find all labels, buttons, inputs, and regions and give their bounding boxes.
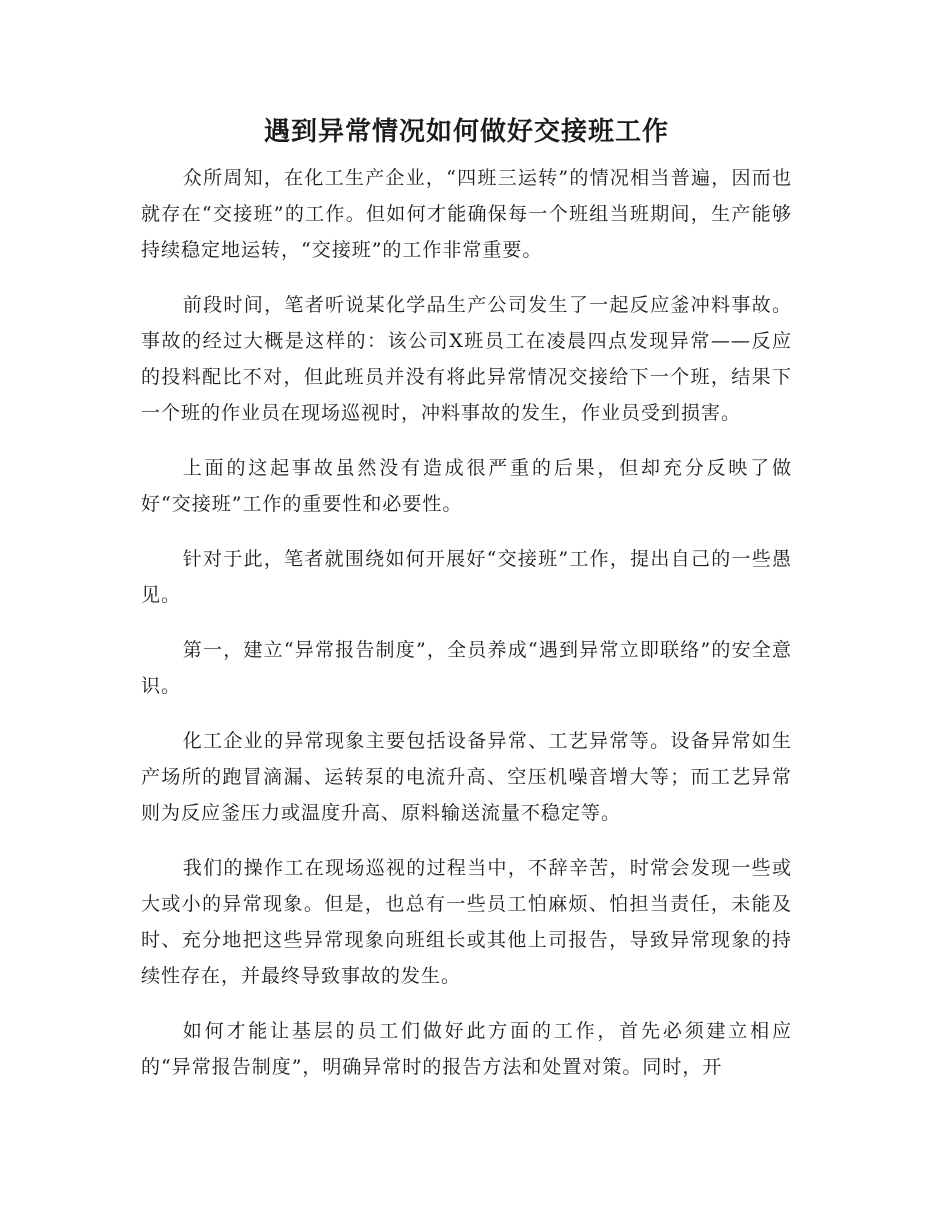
paragraph-abnormal-types: 化工企业的异常现象主要包括设备异常、工艺异常等。设备异常如生产场所的跑冒滴漏、运转泵的电流升高、空压机噪音增大等；而工艺异常则为反应釜压力或温度升高、原料输送流量不稳定等。 — [141, 730, 792, 824]
paragraph-incident: 前段时间，笔者听说某化学品生产公司发生了一起反应釜冲料事故。事故的经过大概是这样的：该公司X班员工在凌晨四点发现异常——反应的投料配比不对，但此班员并没有将此异常情况交接给下一个班，结果下一个班的作业员在现场巡视时，冲料事故的发生，作业员受到损害。 — [141, 294, 792, 424]
paragraph-intro: 众所周知，在化工生产企业，“四班三运转”的情况相当普遍，因而也就存在“交接班”的工作。但如何才能确保每一个班组当班期间，生产能够持续稳定地运转，“交接班”的工作非常重要。 — [141, 167, 792, 261]
paragraph-point-one: 第一，建立“异常报告制度”，全员养成“遇到异常立即联络”的安全意识。 — [141, 639, 792, 697]
paragraph-inspection: 我们的操作工在现场巡视的过程当中，不辞辛苦，时常会发现一些或大或小的异常现象。但是，也总有一些员工怕麻烦、怕担当责任，未能及时、充分地把这些异常现象向班组长或其他上司报告，导致异常现象的持续性存在，并最终导致事故的发生。 — [141, 857, 792, 987]
paragraph-reporting-system: 如何才能让基层的员工们做好此方面的工作，首先必须建立相应的“异常报告制度”，明确异常时的报告方法和处置对策。同时，开 — [141, 1020, 792, 1078]
paragraph-opinion: 针对于此，笔者就围绕如何开展好“交接班”工作，提出自己的一些愚见。 — [141, 548, 792, 606]
paragraph-significance: 上面的这起事故虽然没有造成很严重的后果，但却充分反映了做好“交接班”工作的重要性和必要性。 — [141, 457, 792, 515]
document-title: 遇到异常情况如何做好交接班工作 — [263, 117, 669, 147]
